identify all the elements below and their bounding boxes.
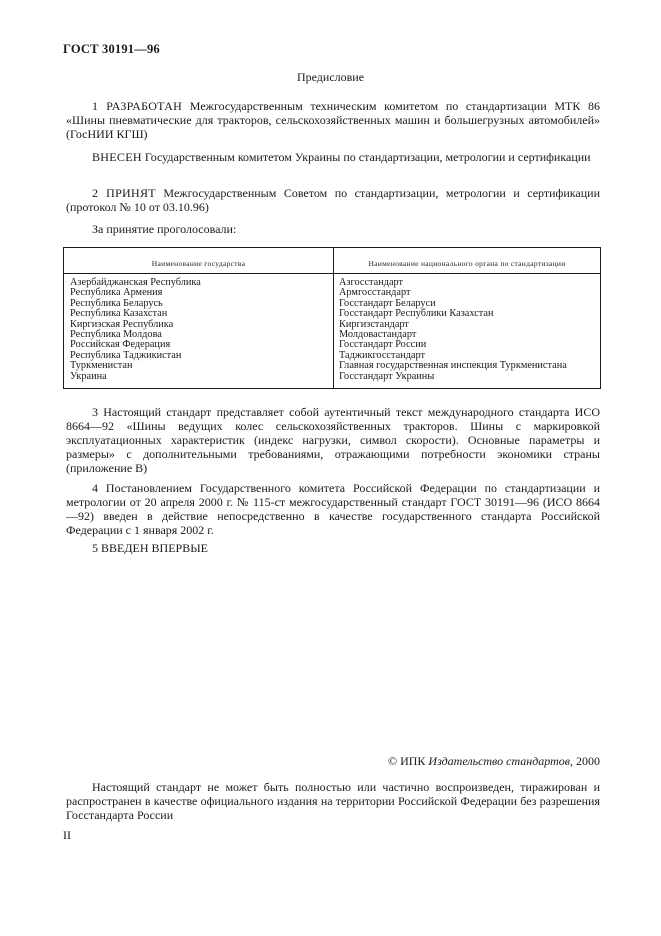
page-number: II — [63, 828, 71, 842]
table-cell-state: Республика Беларусь — [70, 297, 163, 309]
table-cell-body: Молдовастандарт — [339, 328, 417, 340]
paragraph-text: Государственным комитетом Украины по стандартизации, метрологии и сертификации — [141, 150, 591, 164]
table-body — [64, 278, 600, 382]
table-cell-state: Украина — [70, 370, 107, 382]
paragraph-submitted — [66, 150, 600, 164]
paragraph-lead: 2 ПРИНЯТ — [92, 186, 156, 200]
table-cell-state: Киргизская Республика — [70, 318, 174, 330]
paragraph-authentic-text: 3 Настоящий стандарт представляет собой аутентичный текст международного стандарта ИСО 8664—92 «Шины ведущих колес сельскохозяйственных тракторов. Шины с маркировкой эксплуатационных характеристик (индекс нагрузки, символ скорости). Основные параметры и размеры» с дополнительными требованиями, отражающими потребности экономики страны (приложение В) — [66, 405, 600, 475]
table-cell-state: Азербайджанская Республика — [70, 277, 201, 288]
paragraph-adopted — [66, 186, 600, 214]
table-cell-state: Республика Армения — [70, 287, 163, 299]
copyright-symbol: © ИПК — [387, 754, 426, 768]
table-cell-body: Госстандарт России — [339, 339, 427, 351]
copyright-line — [388, 754, 600, 768]
table-cell-state: Республика Казахстан — [70, 308, 168, 320]
table-header-state: Наименование государства — [151, 259, 246, 268]
table-row — [64, 309, 600, 319]
table-cell-body: Главная государственная инспекция Туркменистана — [339, 360, 567, 372]
table-cell-body: Азгосстандарт — [339, 277, 404, 288]
section-title: Предисловие — [296, 70, 365, 84]
table-cell-body: Госстандарт Республики Казахстан — [339, 308, 494, 320]
paragraph-introduced: 5 ВВЕДЕН ВПЕРВЫЕ — [92, 541, 208, 555]
document-code: ГОСТ 30191—96 — [63, 42, 160, 56]
table-cell-body: Армгосстандарт — [339, 287, 411, 299]
table-header-body: Наименование национального органа по стандартизации — [368, 259, 566, 268]
paragraph-text: Межгосударственным Советом по стандартизации, метрологии и сертификации (протокол № 10 от 03.10.96) — [66, 186, 600, 214]
table-cell-body: Таджикгосстандарт — [339, 349, 426, 361]
copyright-year: , 2000 — [570, 754, 600, 768]
paragraph-lead: ВНЕСЕН — [92, 150, 142, 164]
table-cell-state: Российская Федерация — [70, 339, 171, 351]
paragraph-voted: За принятие проголосовали: — [92, 222, 237, 236]
table-cell-body: Киргизстандарт — [339, 318, 409, 330]
table-cell-state: Туркменистан — [70, 360, 133, 372]
table-header — [64, 248, 600, 274]
paragraph-enactment: 4 Постановлением Государственного комитета Российской Федерации по стандартизации и метрологии от 20 апреля 2000 г. № 115-ст межгосударственный стандарт ГОСТ 30191—96 (ИСО 8664—92) введен в действие непосредственно в качестве государственного стандарта Российской Федерации с 1 января 2002 г. — [66, 481, 600, 537]
table-cell-state: Республика Таджикистан — [70, 349, 182, 361]
table-cell-body: Госстандарт Украины — [339, 370, 435, 382]
voting-table — [63, 247, 601, 389]
table-cell-body: Госстандарт Беларуси — [339, 297, 436, 309]
table-row — [64, 372, 600, 382]
paragraph-lead: 1 РАЗРАБОТАН — [92, 99, 183, 113]
paragraph-developed — [66, 99, 600, 141]
copyright-publisher: Издательство стандартов — [425, 754, 570, 768]
reproduction-notice: Настоящий стандарт не может быть полностью или частично воспроизведен, тиражирован и распространен в качестве официального издания на территории Российской Федерации без разрешения Госстандарта России — [66, 780, 600, 822]
table-cell-state: Республика Молдова — [70, 328, 162, 340]
paragraph-text: Межгосударственным техническим комитетом по стандартизации МТК 86 «Шины пневматические для тракторов, сельскохозяйственных машин и большегрузных автомобилей» (ГосНИИ КГШ) — [66, 99, 600, 141]
table-row — [64, 361, 600, 371]
